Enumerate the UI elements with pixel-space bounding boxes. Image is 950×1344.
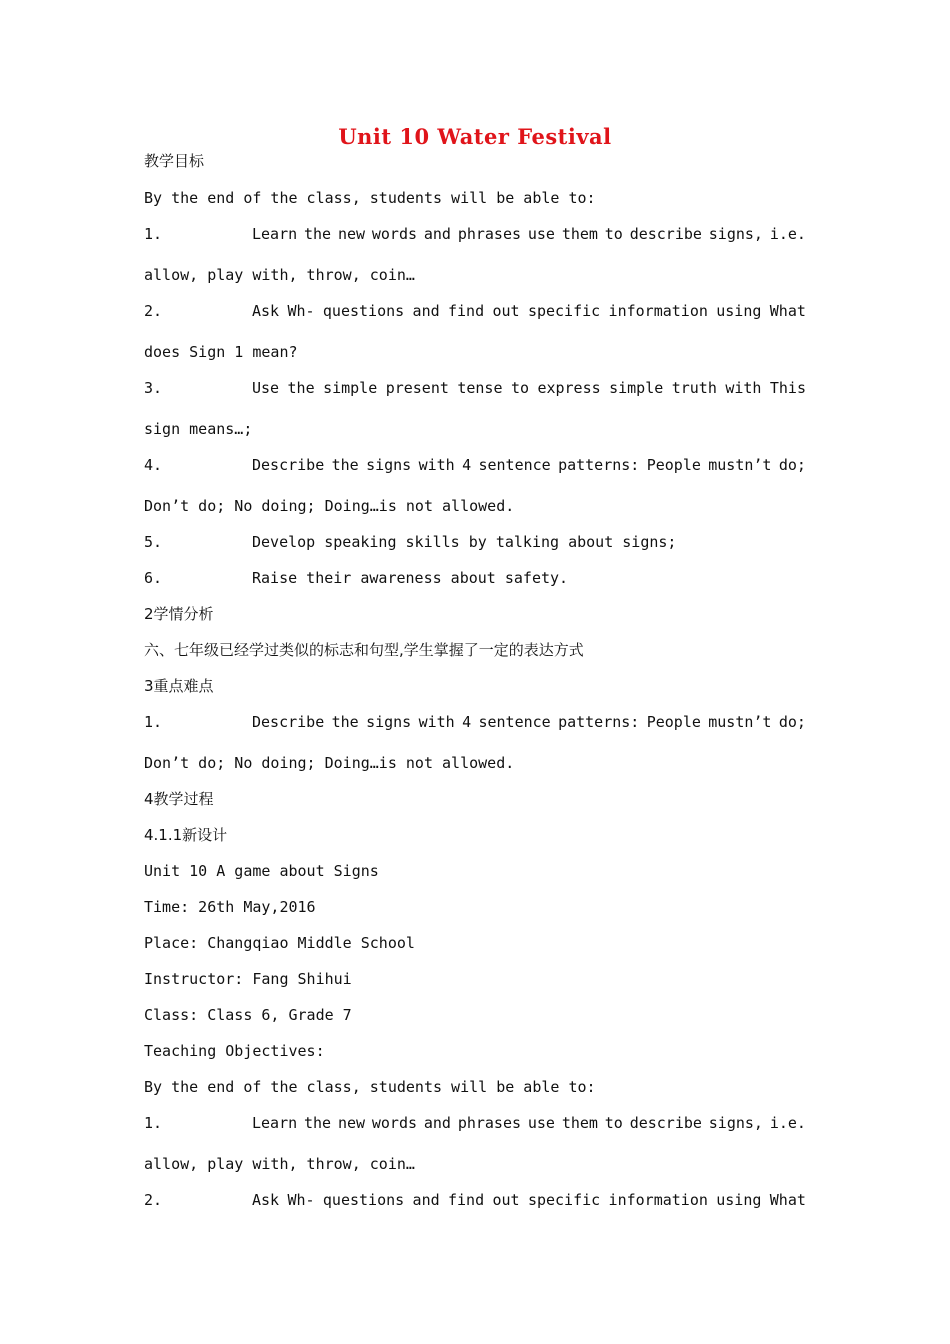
objective-number: 4. [144, 456, 163, 474]
section-heading-student-analysis: 2学情分析 [144, 605, 214, 623]
teaching-objectives-label: Teaching Objectives: [144, 1042, 325, 1060]
objective-item-1 [144, 223, 806, 245]
objective-item-5 [144, 531, 806, 553]
objective-number: 5. [144, 533, 163, 551]
section-heading-teaching-process: 4教学过程 [144, 790, 214, 808]
objective-number: 6. [144, 569, 163, 587]
key-point-number: 1. [144, 713, 163, 731]
objective-text: Ask Wh- questions and find out specific information using What [252, 1191, 806, 1209]
objective-text: Raise their awareness about safety. [252, 569, 569, 587]
objective-text: Develop speaking skills by talking about signs; [252, 533, 677, 551]
objective-number: 1. [144, 1114, 163, 1132]
objective-continuation: allow, play with, throw, coin… [144, 266, 415, 284]
lesson-place: Place: Changqiao Middle School [144, 934, 415, 952]
objective-continuation: allow, play with, throw, coin… [144, 1155, 415, 1173]
document-title: Unit 10 Water Festival [338, 124, 612, 149]
subsection-heading-new-design: 4.1.1新设计 [144, 826, 228, 844]
objective-number: 2. [144, 1191, 163, 1209]
objective-number: 2. [144, 302, 163, 320]
objective-text: Ask Wh- questions and find out specific information using What [252, 302, 806, 320]
lesson-class: Class: Class 6, Grade 7 [144, 1006, 352, 1024]
key-point-text: Describe the signs with 4 sentence patterns: People mustn’t do; [252, 713, 806, 731]
objective-item-2b [144, 1189, 806, 1211]
key-point-item-1 [144, 711, 806, 733]
student-analysis-text: 六、七年级已经学过类似的标志和句型,学生掌握了一定的表达方式 [144, 641, 584, 659]
objective-item-6 [144, 567, 806, 589]
objective-continuation: does Sign 1 mean? [144, 343, 298, 361]
lesson-title: Unit 10 A game about Signs [144, 862, 379, 880]
lesson-time: Time: 26th May,2016 [144, 898, 316, 916]
lesson-instructor: Instructor: Fang Shihui [144, 970, 352, 988]
objective-number: 3. [144, 379, 163, 397]
objective-text: Learn the new words and phrases use them to describe signs, i.e. [252, 1114, 806, 1132]
objective-number: 1. [144, 225, 163, 243]
objective-continuation: Don’t do; No doing; Doing…is not allowed. [144, 497, 515, 515]
objectives-intro: By the end of the class, students will be able to: [144, 189, 596, 207]
objective-text: Learn the new words and phrases use them to describe signs, i.e. [252, 225, 806, 243]
key-point-continuation: Don’t do; No doing; Doing…is not allowed. [144, 754, 515, 772]
section-heading-teaching-goals: 教学目标 [144, 152, 205, 170]
objective-item-4 [144, 454, 806, 476]
section-heading-key-points: 3重点难点 [144, 677, 214, 695]
objectives-intro-2: By the end of the class, students will be able to: [144, 1078, 596, 1096]
objective-text: Describe the signs with 4 sentence patterns: People mustn’t do; [252, 456, 806, 474]
objective-item-1b [144, 1112, 806, 1134]
objective-continuation: sign means…; [144, 420, 253, 438]
objective-item-3 [144, 377, 806, 399]
objective-item-2 [144, 300, 806, 322]
objective-text: Use the simple present tense to express simple truth with This [252, 379, 806, 397]
